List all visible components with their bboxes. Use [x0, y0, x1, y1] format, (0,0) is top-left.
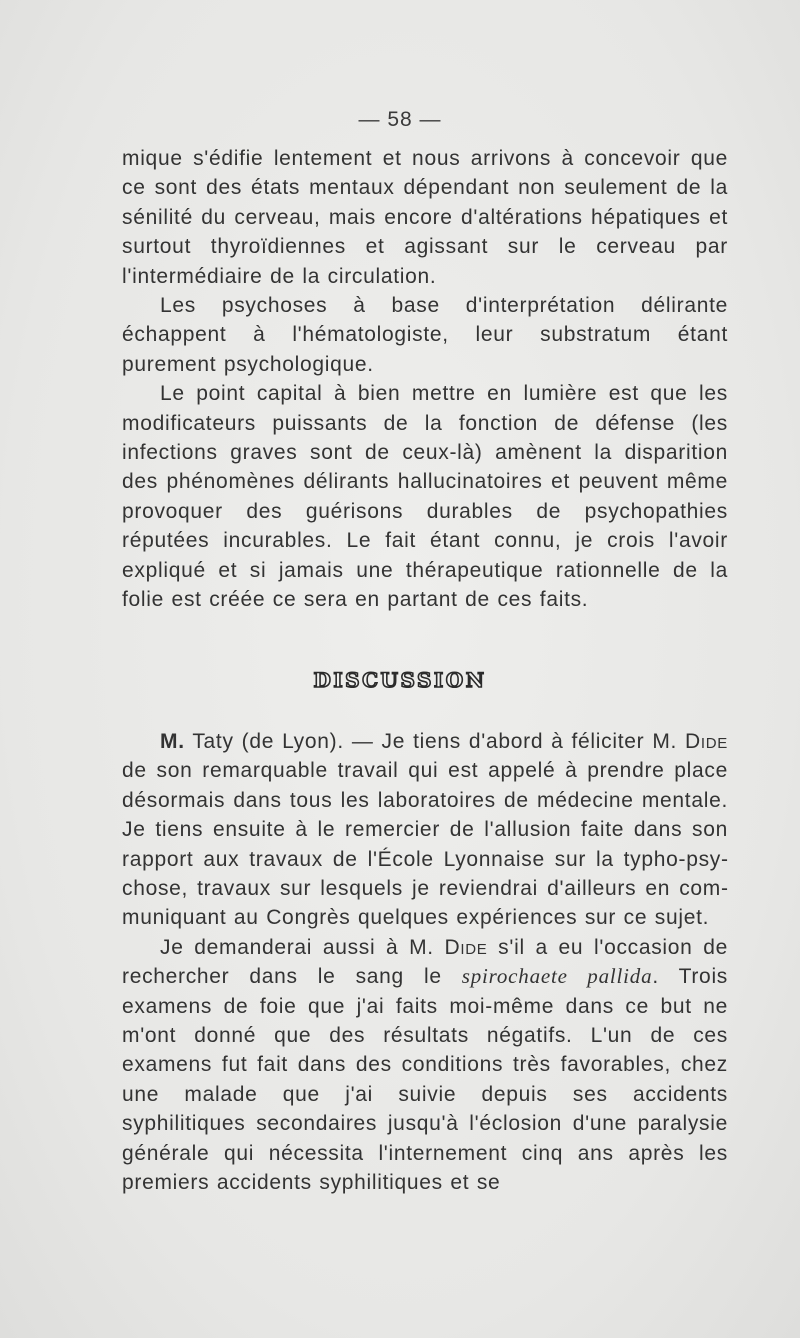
- paragraph-point-capital: Le point capital à bien mettre en lumière est que les modificateurs puissants de la fonction de défense (les infections graves sont de ceux-là) amènent la disparition des phénomènes délirants hallucinatoires et peuvent même provoquer des guérisons durables de psychopathies réputées incurables. Le fait étant connu, je crois l'avoir expliqué et si jamais une thérapeutique rationnelle de la folie est créée ce sera en partant de ces faits.: [122, 382, 728, 612]
- paragraph-psychoses: Les psychoses à base d'interprétation délirante échappent à l'hématologiste, leur substratum étant purement psychologique.: [122, 294, 728, 376]
- paragraph-taty-text-b: de son remarquable travail qui est appelé à prendre place désormais dans tous les laboratoires de médecine mentale. Je tiens ensuite à le remercier de l'allusion faite dans son rapport aux travaux de l'École Lyonnaise sur la typho-psychose, travaux sur lesquels je reviendrai d'ailleurs en communiquant au Congrès quelques expériences sur ce sujet.: [122, 759, 728, 930]
- body-text-section-1: [122, 144, 728, 615]
- speaker-name: Taty: [192, 730, 234, 753]
- speaker-prefix: M.: [160, 730, 185, 753]
- paragraph-continuation: mique s'édifie lentement et nous arrivons à concevoir que ce sont des états mentaux dépendant non seulement de la sénilité du cerveau, mais encore d'altérations hépatiques et surtout thyroïdiennes et agissant sur le cerveau par l'intermédiaire de la circulation.: [122, 147, 728, 288]
- italic-species-name: spirochaete pallida: [461, 964, 653, 989]
- page-number: — 58 —: [358, 108, 442, 131]
- body-text-section-2: [122, 727, 728, 1198]
- author-name-dide: Dide: [685, 730, 729, 753]
- paragraph-demanderai-text-c: . Trois examens de foie que j'ai faits moi-même dans ce but ne m'ont donné que des résultats négatifs. L'un de ces examens fut fait dans des conditions très favorables, chez une malade que j'ai suivie depuis ses accidents syphilitiques secondaires jusqu'à l'éclosion d'une paralysie générale qui nécessita l'internement cinq ans après les premiers accidents syphilitiques et se: [122, 965, 729, 1195]
- paragraph-taty-text-a: (de Lyon). — Je tiens d'abord à féliciter M.: [233, 730, 686, 753]
- paragraph-demanderai-text-b: s'il a eu l'occasion de rechercher dans le sang le: [122, 935, 728, 989]
- paragraph-demanderai: [122, 933, 728, 1198]
- heading-discussion: DISCUSSION: [313, 668, 487, 692]
- section-heading: [0, 668, 800, 692]
- author-name-dide-2: Dide: [444, 935, 488, 959]
- paragraph-demanderai-text-a: Je demanderai aussi à M.: [160, 935, 445, 959]
- paragraph-taty: [122, 727, 728, 933]
